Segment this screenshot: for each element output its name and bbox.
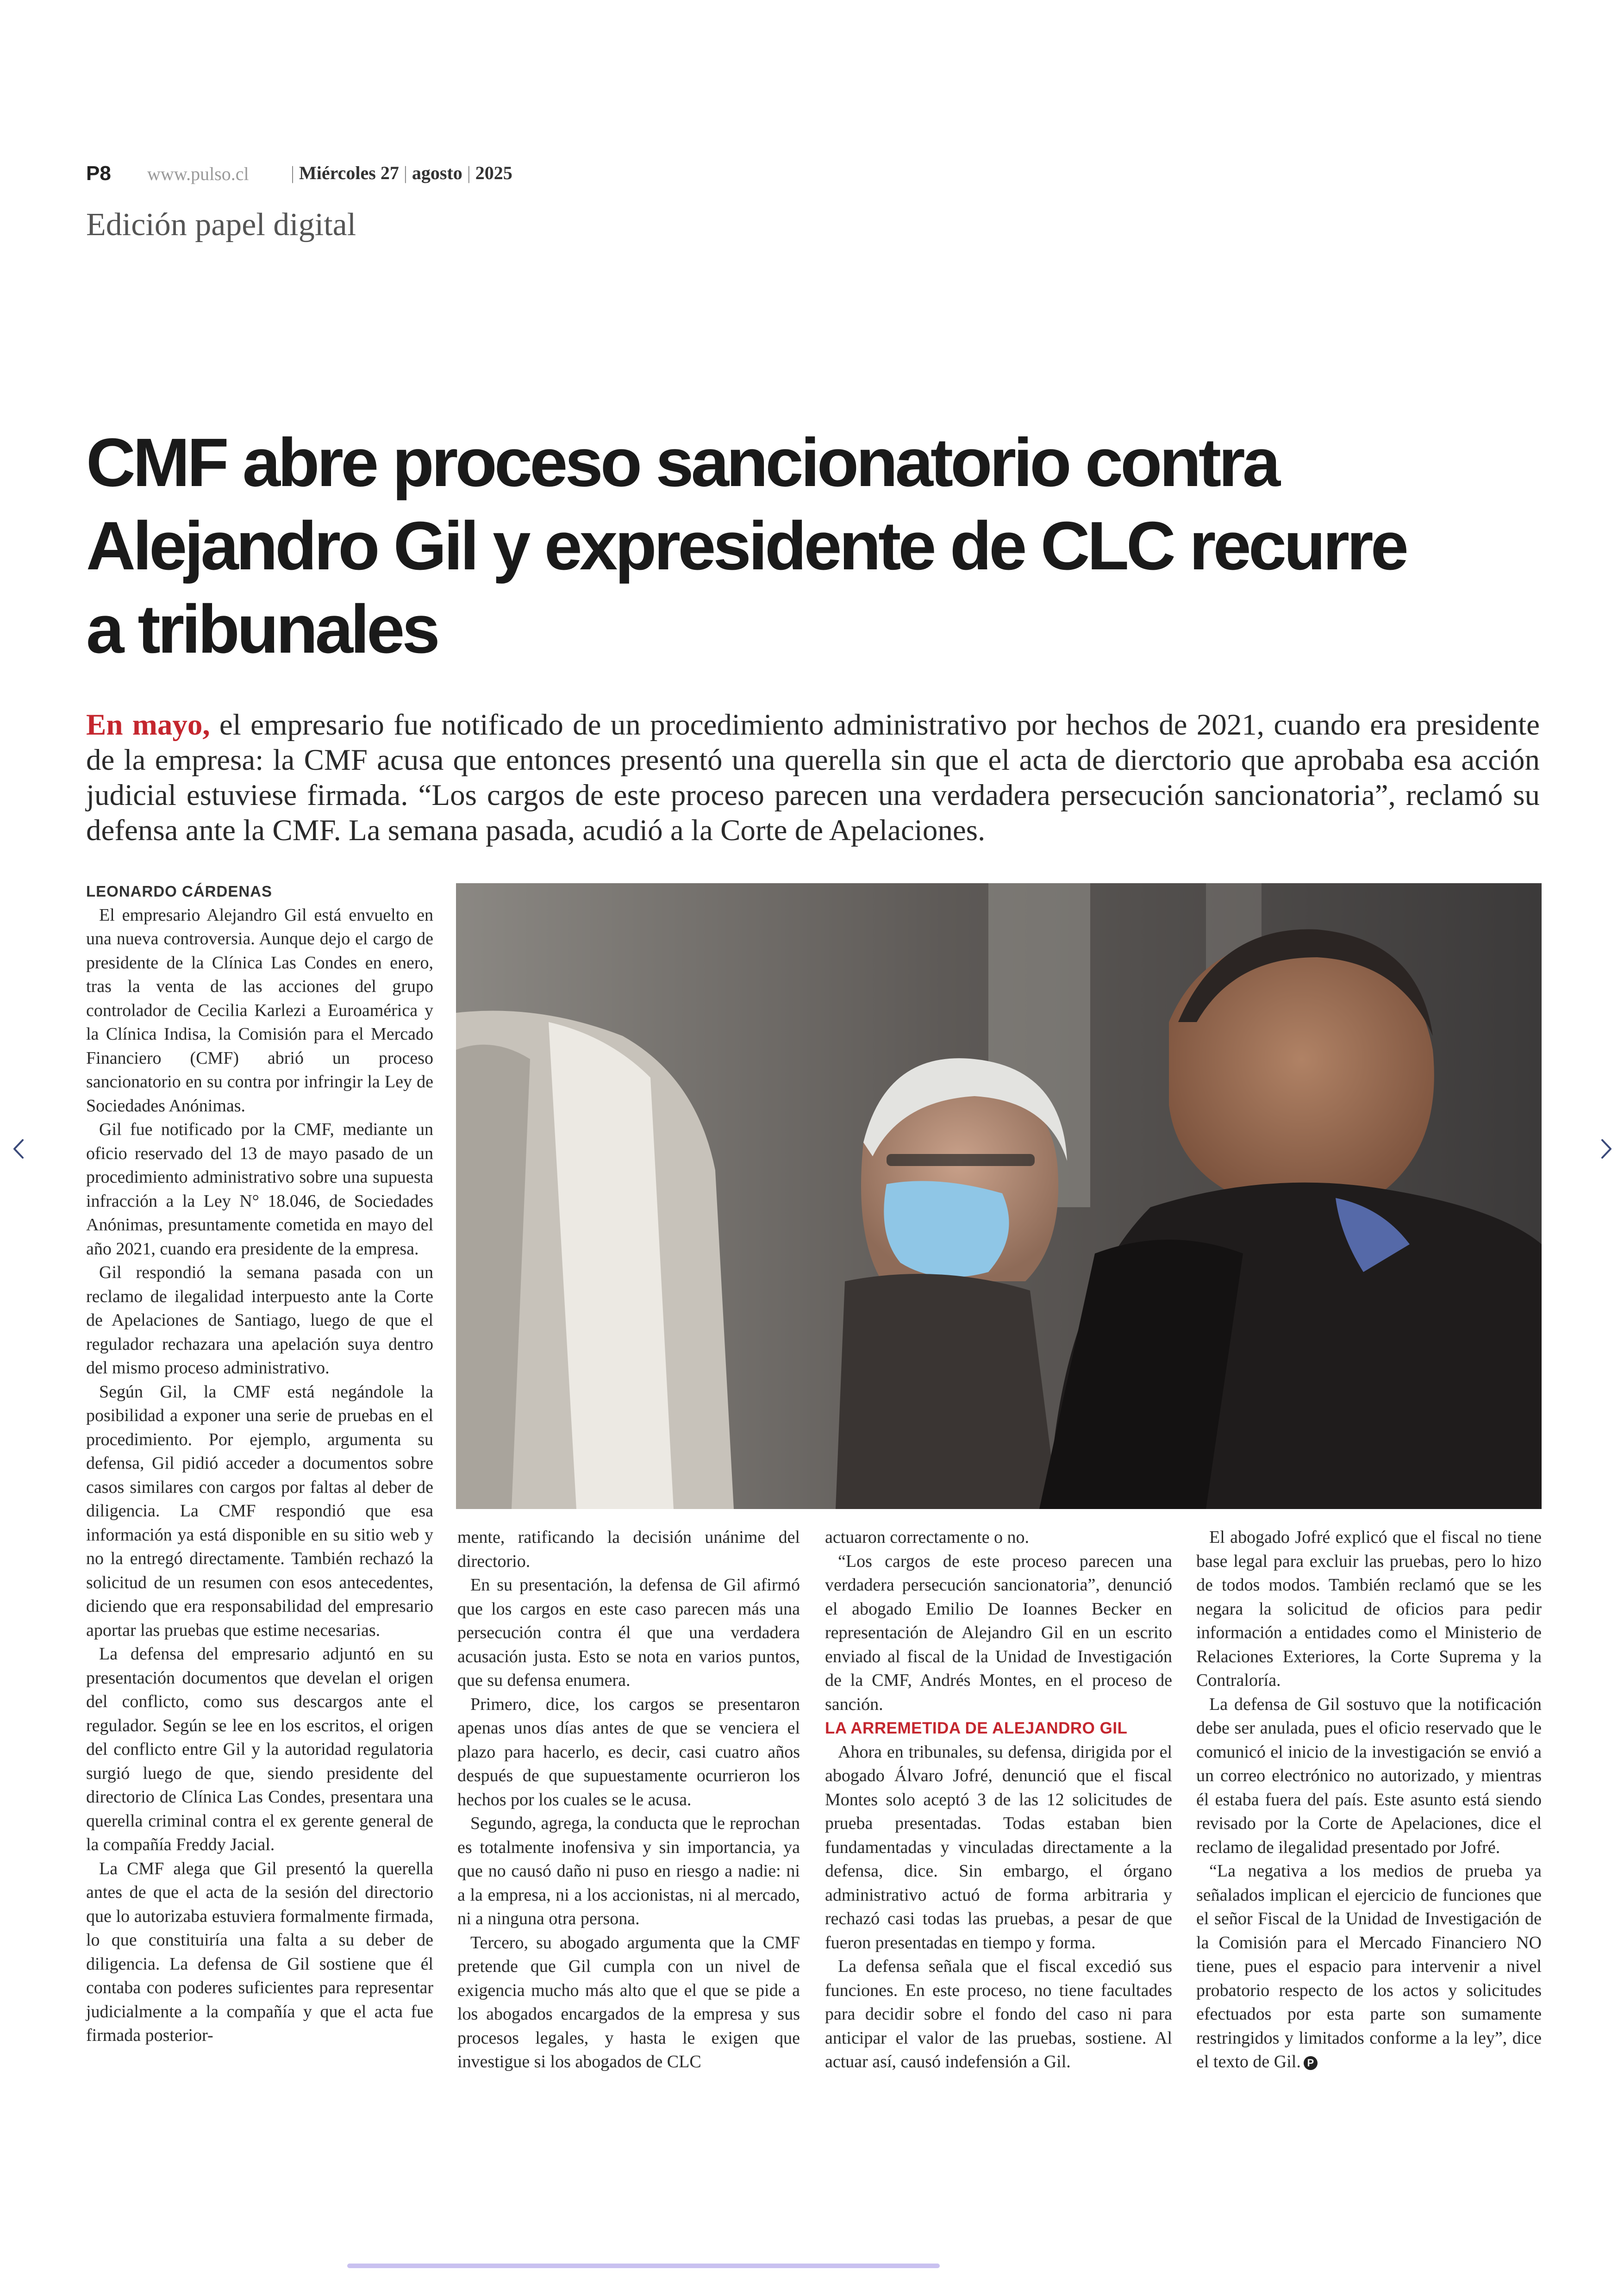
column-3 [825,1526,1172,2074]
paragraph: La defensa señala que el fiscal excedió sus funciones. En este proceso, no tiene facultades para decidir sobre el fondo del caso ni para anticipar el valor de las pruebas, sostiene. Al actuar así, causó indefensión a Gil. [825,1957,1172,2071]
paragraph: Primero, dice, los cargos se presentaron apenas unos días antes de que se venciera el plazo para hacerlo, es decir, casi cuatro años después de que supuestamente ocurrieron los hechos por los cuales se le acusa. [457,1694,800,1809]
paragraph [1196,1859,1542,2074]
paragraph: Segundo, agrega, la conducta que le reprochan es totalmente inofensiva y sin importancia, ya que no causó daño ni puso en riesgo a nadie: ni a la empresa, ni a los accionistas, ni al mercado, ni a ninguna otra persona. [457,1814,800,1928]
chevron-right-icon [1599,1138,1613,1160]
next-page-button[interactable] [1593,1135,1620,1163]
edition-label: Edición papel digital [86,207,356,243]
page-number: P8 [86,162,111,185]
paragraph: En su presentación, la defensa de Gil afirmó que los cargos en este caso parecen más una persecución contra él que una verdadera acusación justa. Esto se nota en varios puntos, que su defensa enumera. [457,1575,800,1690]
paragraph: La defensa del empresario adjuntó en su presentación documentos que develan el origen del conflicto, como sus descargos ante el regulador. Según se lee en los escritos, el origen del conflicto entre Gil y la autoridad regulatoria surgió luego de que, siendo presidente del directorio de Clínica Las Condes, presentara una querella criminal contra el ex gerente general de la compañía Freddy Jacial. [86,1644,433,1854]
paragraph: actuaron correctamente o no. [825,1528,1029,1547]
column-2 [457,1526,800,2074]
previous-page-button[interactable] [5,1135,32,1163]
paragraph: El empresario Alejandro Gil está envuelto en una nueva controversia. Aunque dejo el cargo de presidente de la Clínica Las Condes en enero, tras la venta de las acciones del grupo controlador de Cecilia Karlezi a Euroamérica y la Clínica Indisa, la Comisión para el Mercado Financiero (CMF) abrió un proceso sancionatorio en su contra por infringir la Ley de Sociedades Anónimas. [86,905,433,1116]
column-1 [86,879,433,2048]
deck-text: el empresario fue notificado de un procedimiento administrativo por hechos de 2021, cuando era presidente de la empresa: la CMF acusa que entonces presentó una querella sin que el acta de dierctorio que aprobaba esa acción judicial estuviese firmada. “Los cargos de este proceso parecen una verdadera persecución sancionatoria”, reclamó su defensa ante la CMF. La semana pasada, acudió a la Corte de Apelaciones. [86,708,1540,847]
paragraph: La CMF alega que Gil presentó la querella antes de que el acta de la sesión del directorio que lo autorizaba estuviera formalmente firmada, lo que constituiría una falta a su deber de diligencia. La defensa de Gil sostiene que él contaba con poderes suficientes para representar judicialmente a la compañía y que el acta fue firmada posterior- [86,1858,433,2045]
byline: LEONARDO CÁRDENAS [86,883,273,900]
article-photo [456,883,1542,1509]
chevron-left-icon [12,1138,25,1160]
paragraph: Tercero, su abogado argumenta que la CMF pretende que Gil cumpla con un nivel de exigencia mucho más alto que el que se pide a los abogados encargados de la empresa y sus procesos legales, y hasta le exigen que investigue si los abogados de CLC [457,1933,800,2071]
deck-lead: En mayo, [86,708,210,742]
deck [86,707,1540,848]
dateline: | Miércoles 27 | agosto | 2025 [291,162,512,183]
paragraph: La defensa de Gil sostuvo que la notificación debe ser anulada, pues el oficio reservado que le comunicó el inicio de la investigación se envió a un correo electrónico no autorizado, y mientras él estaba fuera del país. Este asunto está siendo revisado por la Corte de Apelaciones, dice el reclamo de ilegalidad presentado por Jofré. [1196,1694,1542,1857]
date-year: 2025 [475,162,512,183]
paragraph: Según Gil, la CMF está negándole la posibilidad a exponer una serie de pruebas en el procedimiento. Por ejemplo, argumenta su defensa, Gil pidió acceder a documentos sobre casos similares con cargos por faltas al deber de diligencia. La CMF respondió que esa información ya está disponible en su sitio web y no la entregó directamente. También rechazó la solicitud de un resumen con esos antecedentes, diciendo que era responsabilidad del empresario aportar las pruebas que estime necesarias. [86,1382,433,1640]
site-url[interactable]: www.pulso.cl [147,163,249,184]
paragraph: Gil fue notificado por la CMF, mediante un oficio reservado del 13 de mayo pasado de un procedimiento administrativo sobre una supuesta infracción a la Ley N° 18.046, de Sociedades Anónimas, presuntamente cometida en mayo del año 2021, cuando era presidente de la empresa. [86,1120,433,1259]
horizontal-scrollbar[interactable] [347,2264,940,2268]
paragraph: Ahora en tribunales, su defensa, dirigida por el abogado Álvaro Jofré, denunció que el fiscal Montes solo aceptó 3 de las 12 solicitudes de prueba presentadas. Todas estaban bien fundamentadas y vinculadas directamente a la defensa, dice. Sin embargo, el órgano administrativo actuó de forma arbitraria y rechazó casi todas las pruebas, a pesar de que fueron presentadas en tiempo y forma. [825,1742,1172,1952]
column-4 [1196,1526,1542,2074]
paragraph: El abogado Jofré explicó que el fiscal no tiene base legal para excluir las pruebas, pero lo hizo de todos modos. También reclamó que se les negara la solicitud de oficios para pedir información a entidades como el Ministerio de Relaciones Exteriores, la Corte Suprema y la Contraloría. [1196,1528,1542,1690]
date-weekday: Miércoles 27 [299,162,399,183]
section-subhead: LA ARREMETIDA DE ALEJANDRO GIL [825,1719,1128,1737]
paragraph-text: “La negativa a los medios de prueba ya señalados implican el ejercicio de funciones que el señor Fiscal de la Unidad de Investigación de la Comisión para el Mercado Financiero NO tiene, pues el espacio para intervenir a nivel probatorio respecto de los actos y solicitudes efectuados por esta parte son sumamente restringidos y limitados conforme a la ley”, dice el texto de Gil. [1196,1861,1542,2071]
headline: CMF abre proceso sancionatorio contra Alejandro Gil y expresidente de CLC recurre a tribunales [86,424,1406,667]
paragraph: “Los cargos de este proceso parecen una verdadera persecución sancionatoria”, denunció el abogado Emilio De Ioannes Becker en representación de Alejandro Gil en un escrito enviado al fiscal de la Unidad de Investigación de la CMF, Andrés Montes, en el proceso de sanción. [825,1551,1172,1714]
end-mark-icon: P [1304,2056,1318,2070]
date-month: agosto [412,162,462,183]
paragraph: Gil respondió la semana pasada con un reclamo de ilegalidad interpuesto ante la Corte de Apelaciones de Santiago, luego de que el regulador rechazara una apelación suya dentro del mismo proceso administrativo. [86,1263,433,1378]
paragraph: mente, ratificando la decisión unánime del directorio. [457,1528,800,1571]
